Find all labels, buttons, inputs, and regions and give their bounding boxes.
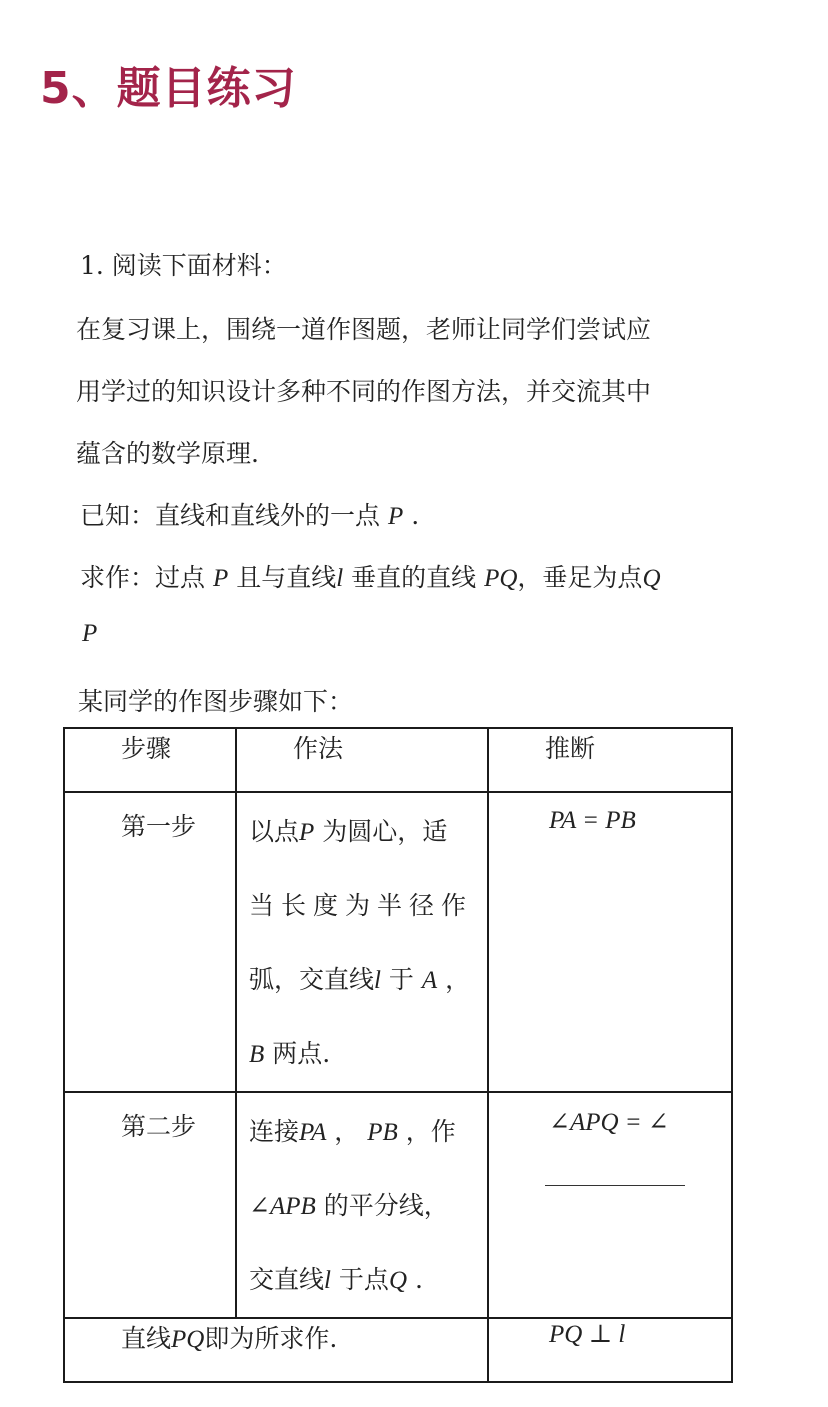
- var-pa: PA: [299, 1119, 327, 1146]
- task-text: 且与直线: [236, 563, 337, 592]
- figure-label-p: P: [82, 620, 98, 647]
- table-row: [64, 1318, 732, 1382]
- text: 弧，交直线: [249, 965, 375, 994]
- text: ，: [334, 1117, 360, 1146]
- steps-intro: 某同学的作图步骤如下：: [78, 687, 354, 716]
- step1-inference: PA = PB: [549, 807, 636, 834]
- text: 于: [388, 965, 414, 994]
- page-title: 5、题目练习: [40, 63, 297, 114]
- var-p: P: [299, 819, 315, 846]
- final-text: 即为所求作.: [204, 1324, 338, 1353]
- step1-method-cell: [236, 792, 488, 1092]
- var-pb: PB: [367, 1119, 398, 1146]
- problem-text-line: 蕴含的数学原理.: [76, 439, 259, 468]
- step2-cell: [64, 1092, 236, 1318]
- task-text: 求作：过点: [80, 563, 206, 592]
- problem-intro: 1. 阅读下面材料：: [80, 251, 287, 280]
- step2-inference: ∠APQ = ∠: [549, 1109, 669, 1136]
- header-method: 作法: [236, 728, 488, 792]
- var-l: l: [324, 1267, 331, 1294]
- final-var-pq: PQ: [171, 1326, 205, 1353]
- known-end: .: [411, 501, 420, 530]
- var-b: B: [249, 1041, 265, 1068]
- table-header-row: [64, 728, 732, 792]
- var-a: A: [421, 967, 438, 994]
- step2-inference-cell: [488, 1092, 732, 1318]
- text: 交直线: [249, 1265, 325, 1294]
- step1-method-line: [249, 1029, 477, 1091]
- final-cell: [64, 1318, 488, 1382]
- answer-blank[interactable]: [545, 1185, 685, 1186]
- text: 于点: [338, 1265, 389, 1294]
- step1-method-line: [249, 807, 477, 869]
- text: ，: [445, 965, 471, 994]
- known-text: 已知：直线和直线外的一点: [80, 501, 381, 530]
- final-inference-cell: [488, 1318, 732, 1382]
- header-step: 步骤: [64, 728, 236, 792]
- final-inference: PQ ⊥ l: [549, 1321, 626, 1348]
- step1-label: 第一步: [121, 812, 197, 841]
- known-point-var: P: [387, 503, 404, 530]
- var-q: Q: [388, 1267, 407, 1294]
- table-row: [64, 792, 732, 1092]
- step2-method-line: [249, 1255, 477, 1317]
- step1-cell: [64, 792, 236, 1092]
- task-text: 垂直的直线: [351, 563, 477, 592]
- task-statement: [80, 558, 661, 594]
- known-statement: [80, 496, 419, 532]
- table-row: [64, 1092, 732, 1318]
- step1-method-line: [249, 955, 477, 1017]
- task-text: ，垂足为点: [517, 563, 643, 592]
- step1-inference-cell: [488, 792, 732, 1092]
- var-l: l: [374, 967, 381, 994]
- text: 连接: [249, 1117, 300, 1146]
- task-q-var: Q: [642, 565, 661, 592]
- text: 两点.: [272, 1039, 331, 1068]
- text: 为圆心，适: [322, 817, 448, 846]
- text: .: [414, 1265, 423, 1294]
- steps-table: [63, 727, 733, 1383]
- task-point-var: P: [212, 565, 229, 592]
- step2-method-cell: [236, 1092, 488, 1318]
- header-inference: 推断: [488, 728, 732, 792]
- text: 的平分线，: [323, 1191, 449, 1220]
- final-text: 直线: [121, 1324, 172, 1353]
- step2-method-line: [249, 1181, 477, 1243]
- step2-label: 第二步: [121, 1112, 197, 1141]
- task-pq-var: PQ: [484, 565, 518, 592]
- step2-method-line: [249, 1107, 477, 1169]
- step1-method-line: 当长度为半径作: [249, 891, 474, 920]
- problem-text-line: 用学过的知识设计多种不同的作图方法，并交流其中: [76, 377, 652, 406]
- problem-text-line: 在复习课上，围绕一道作图题，老师让同学们尝试应: [76, 315, 652, 344]
- var-angle-apb: ∠APB: [249, 1193, 316, 1220]
- text: ，作: [405, 1117, 456, 1146]
- task-line-var: l: [336, 565, 344, 592]
- text: 以点: [249, 817, 300, 846]
